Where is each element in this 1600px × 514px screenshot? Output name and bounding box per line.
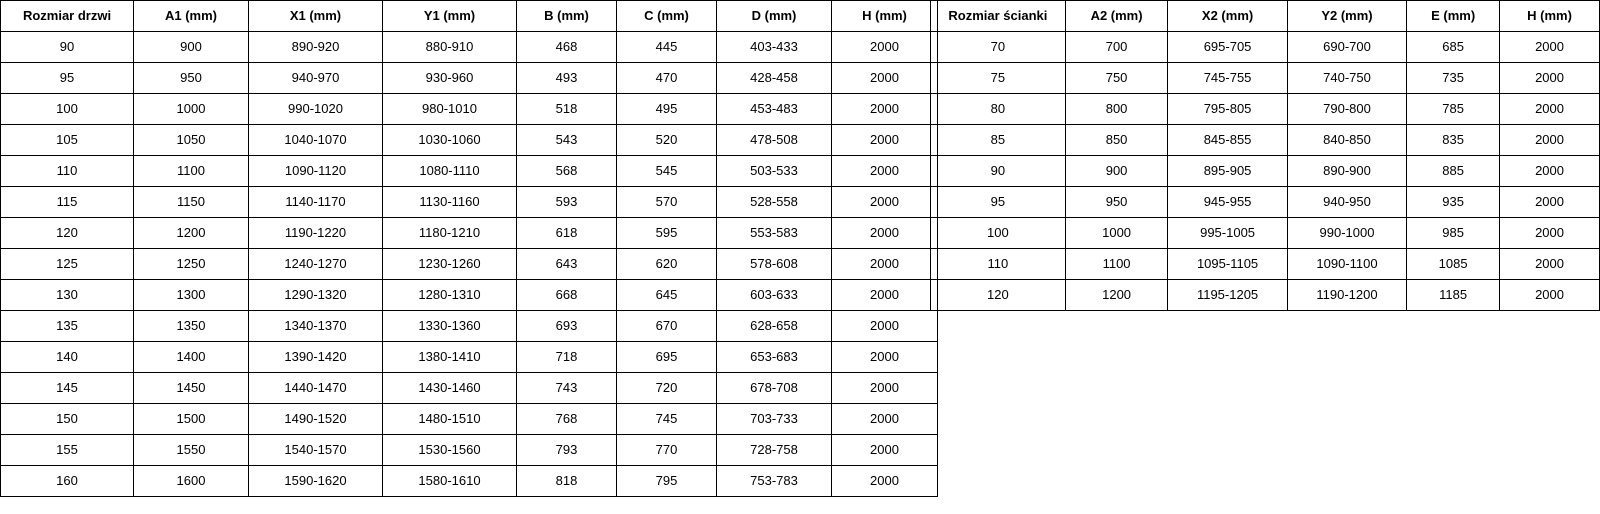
cell-c: 795 — [617, 466, 717, 497]
cell-b: 493 — [517, 63, 617, 94]
cell-b: 668 — [517, 280, 617, 311]
cell-h: 2000 — [832, 435, 938, 466]
cell-y1: 1030-1060 — [383, 125, 517, 156]
cell-x1: 990-1020 — [249, 94, 383, 125]
cell-y1: 1180-1210 — [383, 218, 517, 249]
cell-x1: 1240-1270 — [249, 249, 383, 280]
cell-d: 578-608 — [717, 249, 832, 280]
cell-x2: 795-805 — [1168, 94, 1287, 125]
table-row — [931, 125, 1600, 156]
cell-h: 2000 — [832, 342, 938, 373]
cell-e: 1185 — [1407, 280, 1500, 311]
cell-d: 428-458 — [717, 63, 832, 94]
column-header-x2: X2 (mm) — [1168, 1, 1287, 32]
cell-e: 1085 — [1407, 249, 1500, 280]
cell-c: 670 — [617, 311, 717, 342]
table-row — [1, 63, 938, 94]
cell-a1: 1400 — [134, 342, 249, 373]
table-row — [1, 280, 938, 311]
cell-y2: 1190-1200 — [1287, 280, 1406, 311]
cell-c: 445 — [617, 32, 717, 63]
cell-y1: 1430-1460 — [383, 373, 517, 404]
cell-y1: 1530-1560 — [383, 435, 517, 466]
table-row — [1, 435, 938, 466]
cell-h: 2000 — [832, 32, 938, 63]
cell-y1: 1580-1610 — [383, 466, 517, 497]
cell-d: 628-658 — [717, 311, 832, 342]
cell-h: 2000 — [832, 156, 938, 187]
cell-a2: 750 — [1065, 63, 1168, 94]
cell-x2: 945-955 — [1168, 187, 1287, 218]
table-row — [931, 187, 1600, 218]
cell-a1: 1600 — [134, 466, 249, 497]
cell-d: 503-533 — [717, 156, 832, 187]
cell-a2: 1100 — [1065, 249, 1168, 280]
table-row — [1, 342, 938, 373]
cell-y2: 840-850 — [1287, 125, 1406, 156]
cell-y2: 890-900 — [1287, 156, 1406, 187]
cell-a2: 950 — [1065, 187, 1168, 218]
cell-rozmiar-drzwi: 120 — [1, 218, 134, 249]
cell-y2: 790-800 — [1287, 94, 1406, 125]
cell-a2: 1000 — [1065, 218, 1168, 249]
cell-d: 478-508 — [717, 125, 832, 156]
cell-c: 645 — [617, 280, 717, 311]
cell-rozmiar-drzwi: 130 — [1, 280, 134, 311]
column-header-x1: X1 (mm) — [249, 1, 383, 32]
cell-a2: 800 — [1065, 94, 1168, 125]
cell-rozmiar-drzwi: 105 — [1, 125, 134, 156]
cell-y1: 1280-1310 — [383, 280, 517, 311]
cell-d: 703-733 — [717, 404, 832, 435]
cell-x1: 1590-1620 — [249, 466, 383, 497]
cell-y1: 1080-1110 — [383, 156, 517, 187]
cell-c: 545 — [617, 156, 717, 187]
cell-b: 693 — [517, 311, 617, 342]
wall-size-table — [930, 0, 1600, 311]
cell-b: 718 — [517, 342, 617, 373]
cell-x1: 1040-1070 — [249, 125, 383, 156]
cell-e: 985 — [1407, 218, 1500, 249]
cell-c: 570 — [617, 187, 717, 218]
cell-h: 2000 — [1500, 156, 1600, 187]
cell-a1: 1550 — [134, 435, 249, 466]
cell-d: 678-708 — [717, 373, 832, 404]
cell-y1: 930-960 — [383, 63, 517, 94]
cell-a1: 950 — [134, 63, 249, 94]
cell-y1: 1330-1360 — [383, 311, 517, 342]
cell-b: 818 — [517, 466, 617, 497]
cell-x1: 940-970 — [249, 63, 383, 94]
cell-x1: 1490-1520 — [249, 404, 383, 435]
table-row — [1, 373, 938, 404]
door-table-header — [1, 1, 938, 32]
cell-d: 728-758 — [717, 435, 832, 466]
cell-b: 468 — [517, 32, 617, 63]
column-header-y2: Y2 (mm) — [1287, 1, 1406, 32]
cell-y1: 1230-1260 — [383, 249, 517, 280]
cell-h: 2000 — [1500, 63, 1600, 94]
cell-h: 2000 — [1500, 280, 1600, 311]
cell-rozmiar-scianki: 95 — [931, 187, 1066, 218]
cell-rozmiar-scianki: 85 — [931, 125, 1066, 156]
table-row — [931, 156, 1600, 187]
cell-a1: 1200 — [134, 218, 249, 249]
column-header-d: D (mm) — [717, 1, 832, 32]
cell-rozmiar-scianki: 100 — [931, 218, 1066, 249]
cell-x1: 1390-1420 — [249, 342, 383, 373]
cell-e: 685 — [1407, 32, 1500, 63]
table-row — [1, 311, 938, 342]
cell-a2: 850 — [1065, 125, 1168, 156]
cell-rozmiar-drzwi: 160 — [1, 466, 134, 497]
cell-d: 753-783 — [717, 466, 832, 497]
cell-h: 2000 — [832, 466, 938, 497]
column-header-h: H (mm) — [1500, 1, 1600, 32]
column-header-b: B (mm) — [517, 1, 617, 32]
cell-a2: 900 — [1065, 156, 1168, 187]
cell-rozmiar-drzwi: 115 — [1, 187, 134, 218]
cell-e: 885 — [1407, 156, 1500, 187]
cell-b: 618 — [517, 218, 617, 249]
cell-c: 520 — [617, 125, 717, 156]
cell-h: 2000 — [832, 280, 938, 311]
cell-rozmiar-drzwi: 100 — [1, 94, 134, 125]
cell-b: 593 — [517, 187, 617, 218]
cell-y1: 1380-1410 — [383, 342, 517, 373]
cell-rozmiar-drzwi: 140 — [1, 342, 134, 373]
cell-h: 2000 — [832, 218, 938, 249]
cell-e: 785 — [1407, 94, 1500, 125]
table-row — [1, 94, 938, 125]
cell-b: 568 — [517, 156, 617, 187]
table-row — [1, 32, 938, 63]
cell-x2: 1195-1205 — [1168, 280, 1287, 311]
column-header-a1: A1 (mm) — [134, 1, 249, 32]
cell-y2: 940-950 — [1287, 187, 1406, 218]
cell-b: 643 — [517, 249, 617, 280]
cell-a1: 1000 — [134, 94, 249, 125]
table-row — [931, 63, 1600, 94]
column-header-a2: A2 (mm) — [1065, 1, 1168, 32]
cell-e: 835 — [1407, 125, 1500, 156]
cell-h: 2000 — [1500, 125, 1600, 156]
table-header-row — [931, 1, 1600, 32]
cell-d: 403-433 — [717, 32, 832, 63]
cell-h: 2000 — [832, 249, 938, 280]
cell-d: 453-483 — [717, 94, 832, 125]
cell-a1: 1250 — [134, 249, 249, 280]
table-row — [1, 218, 938, 249]
wall-table-header — [931, 1, 1600, 32]
cell-rozmiar-scianki: 90 — [931, 156, 1066, 187]
cell-b: 518 — [517, 94, 617, 125]
cell-y2: 1090-1100 — [1287, 249, 1406, 280]
cell-b: 543 — [517, 125, 617, 156]
cell-y1: 980-1010 — [383, 94, 517, 125]
cell-b: 768 — [517, 404, 617, 435]
table-row — [931, 32, 1600, 63]
cell-x1: 1440-1470 — [249, 373, 383, 404]
column-header-y1: Y1 (mm) — [383, 1, 517, 32]
cell-a1: 1100 — [134, 156, 249, 187]
cell-y1: 880-910 — [383, 32, 517, 63]
cell-x1: 1190-1220 — [249, 218, 383, 249]
cell-y1: 1130-1160 — [383, 187, 517, 218]
table-row — [931, 249, 1600, 280]
cell-rozmiar-scianki: 70 — [931, 32, 1066, 63]
table-row — [931, 218, 1600, 249]
cell-y2: 990-1000 — [1287, 218, 1406, 249]
cell-a1: 1450 — [134, 373, 249, 404]
wall-table-body — [931, 32, 1600, 311]
table-row — [931, 94, 1600, 125]
table-row — [1, 249, 938, 280]
wall-size-table-container — [930, 0, 1600, 311]
cell-h: 2000 — [832, 187, 938, 218]
cell-e: 935 — [1407, 187, 1500, 218]
cell-rozmiar-scianki: 120 — [931, 280, 1066, 311]
cell-rozmiar-drzwi: 90 — [1, 32, 134, 63]
cell-h: 2000 — [832, 373, 938, 404]
table-row — [1, 156, 938, 187]
cell-x1: 1340-1370 — [249, 311, 383, 342]
cell-a2: 1200 — [1065, 280, 1168, 311]
cell-c: 745 — [617, 404, 717, 435]
cell-d: 603-633 — [717, 280, 832, 311]
cell-x2: 695-705 — [1168, 32, 1287, 63]
cell-c: 770 — [617, 435, 717, 466]
cell-c: 495 — [617, 94, 717, 125]
table-row — [1, 466, 938, 497]
cell-rozmiar-drzwi: 150 — [1, 404, 134, 435]
cell-d: 653-683 — [717, 342, 832, 373]
cell-y2: 740-750 — [1287, 63, 1406, 94]
cell-h: 2000 — [1500, 218, 1600, 249]
table-row — [931, 280, 1600, 311]
door-table-body — [1, 32, 938, 497]
cell-rozmiar-drzwi: 145 — [1, 373, 134, 404]
cell-a1: 900 — [134, 32, 249, 63]
cell-x2: 745-755 — [1168, 63, 1287, 94]
cell-h: 2000 — [832, 94, 938, 125]
cell-h: 2000 — [832, 311, 938, 342]
cell-a2: 700 — [1065, 32, 1168, 63]
table-header-row — [1, 1, 938, 32]
cell-a1: 1350 — [134, 311, 249, 342]
column-header-c: C (mm) — [617, 1, 717, 32]
cell-x1: 1290-1320 — [249, 280, 383, 311]
column-header-rozmiar-scianki: Rozmiar ścianki — [931, 1, 1066, 32]
cell-c: 620 — [617, 249, 717, 280]
cell-rozmiar-drzwi: 110 — [1, 156, 134, 187]
cell-a1: 1500 — [134, 404, 249, 435]
cell-h: 2000 — [832, 404, 938, 435]
cell-rozmiar-drzwi: 125 — [1, 249, 134, 280]
cell-h: 2000 — [1500, 187, 1600, 218]
cell-rozmiar-scianki: 75 — [931, 63, 1066, 94]
cell-rozmiar-drzwi: 95 — [1, 63, 134, 94]
cell-c: 470 — [617, 63, 717, 94]
cell-a1: 1050 — [134, 125, 249, 156]
cell-x2: 895-905 — [1168, 156, 1287, 187]
cell-rozmiar-drzwi: 155 — [1, 435, 134, 466]
cell-h: 2000 — [832, 125, 938, 156]
column-header-e: E (mm) — [1407, 1, 1500, 32]
cell-x1: 1090-1120 — [249, 156, 383, 187]
cell-rozmiar-scianki: 110 — [931, 249, 1066, 280]
cell-a1: 1150 — [134, 187, 249, 218]
table-row — [1, 404, 938, 435]
cell-x2: 845-855 — [1168, 125, 1287, 156]
cell-x1: 890-920 — [249, 32, 383, 63]
cell-h: 2000 — [1500, 32, 1600, 63]
cell-h: 2000 — [832, 63, 938, 94]
cell-d: 528-558 — [717, 187, 832, 218]
table-row — [1, 125, 938, 156]
cell-e: 735 — [1407, 63, 1500, 94]
cell-y1: 1480-1510 — [383, 404, 517, 435]
column-header-rozmiar-drzwi: Rozmiar drzwi — [1, 1, 134, 32]
cell-b: 793 — [517, 435, 617, 466]
cell-x2: 1095-1105 — [1168, 249, 1287, 280]
cell-c: 695 — [617, 342, 717, 373]
column-header-h: H (mm) — [832, 1, 938, 32]
cell-x2: 995-1005 — [1168, 218, 1287, 249]
cell-h: 2000 — [1500, 94, 1600, 125]
cell-d: 553-583 — [717, 218, 832, 249]
cell-x1: 1140-1170 — [249, 187, 383, 218]
cell-c: 595 — [617, 218, 717, 249]
table-row — [1, 187, 938, 218]
cell-rozmiar-drzwi: 135 — [1, 311, 134, 342]
cell-b: 743 — [517, 373, 617, 404]
cell-a1: 1300 — [134, 280, 249, 311]
cell-y2: 690-700 — [1287, 32, 1406, 63]
cell-c: 720 — [617, 373, 717, 404]
cell-x1: 1540-1570 — [249, 435, 383, 466]
cell-h: 2000 — [1500, 249, 1600, 280]
cell-rozmiar-scianki: 80 — [931, 94, 1066, 125]
